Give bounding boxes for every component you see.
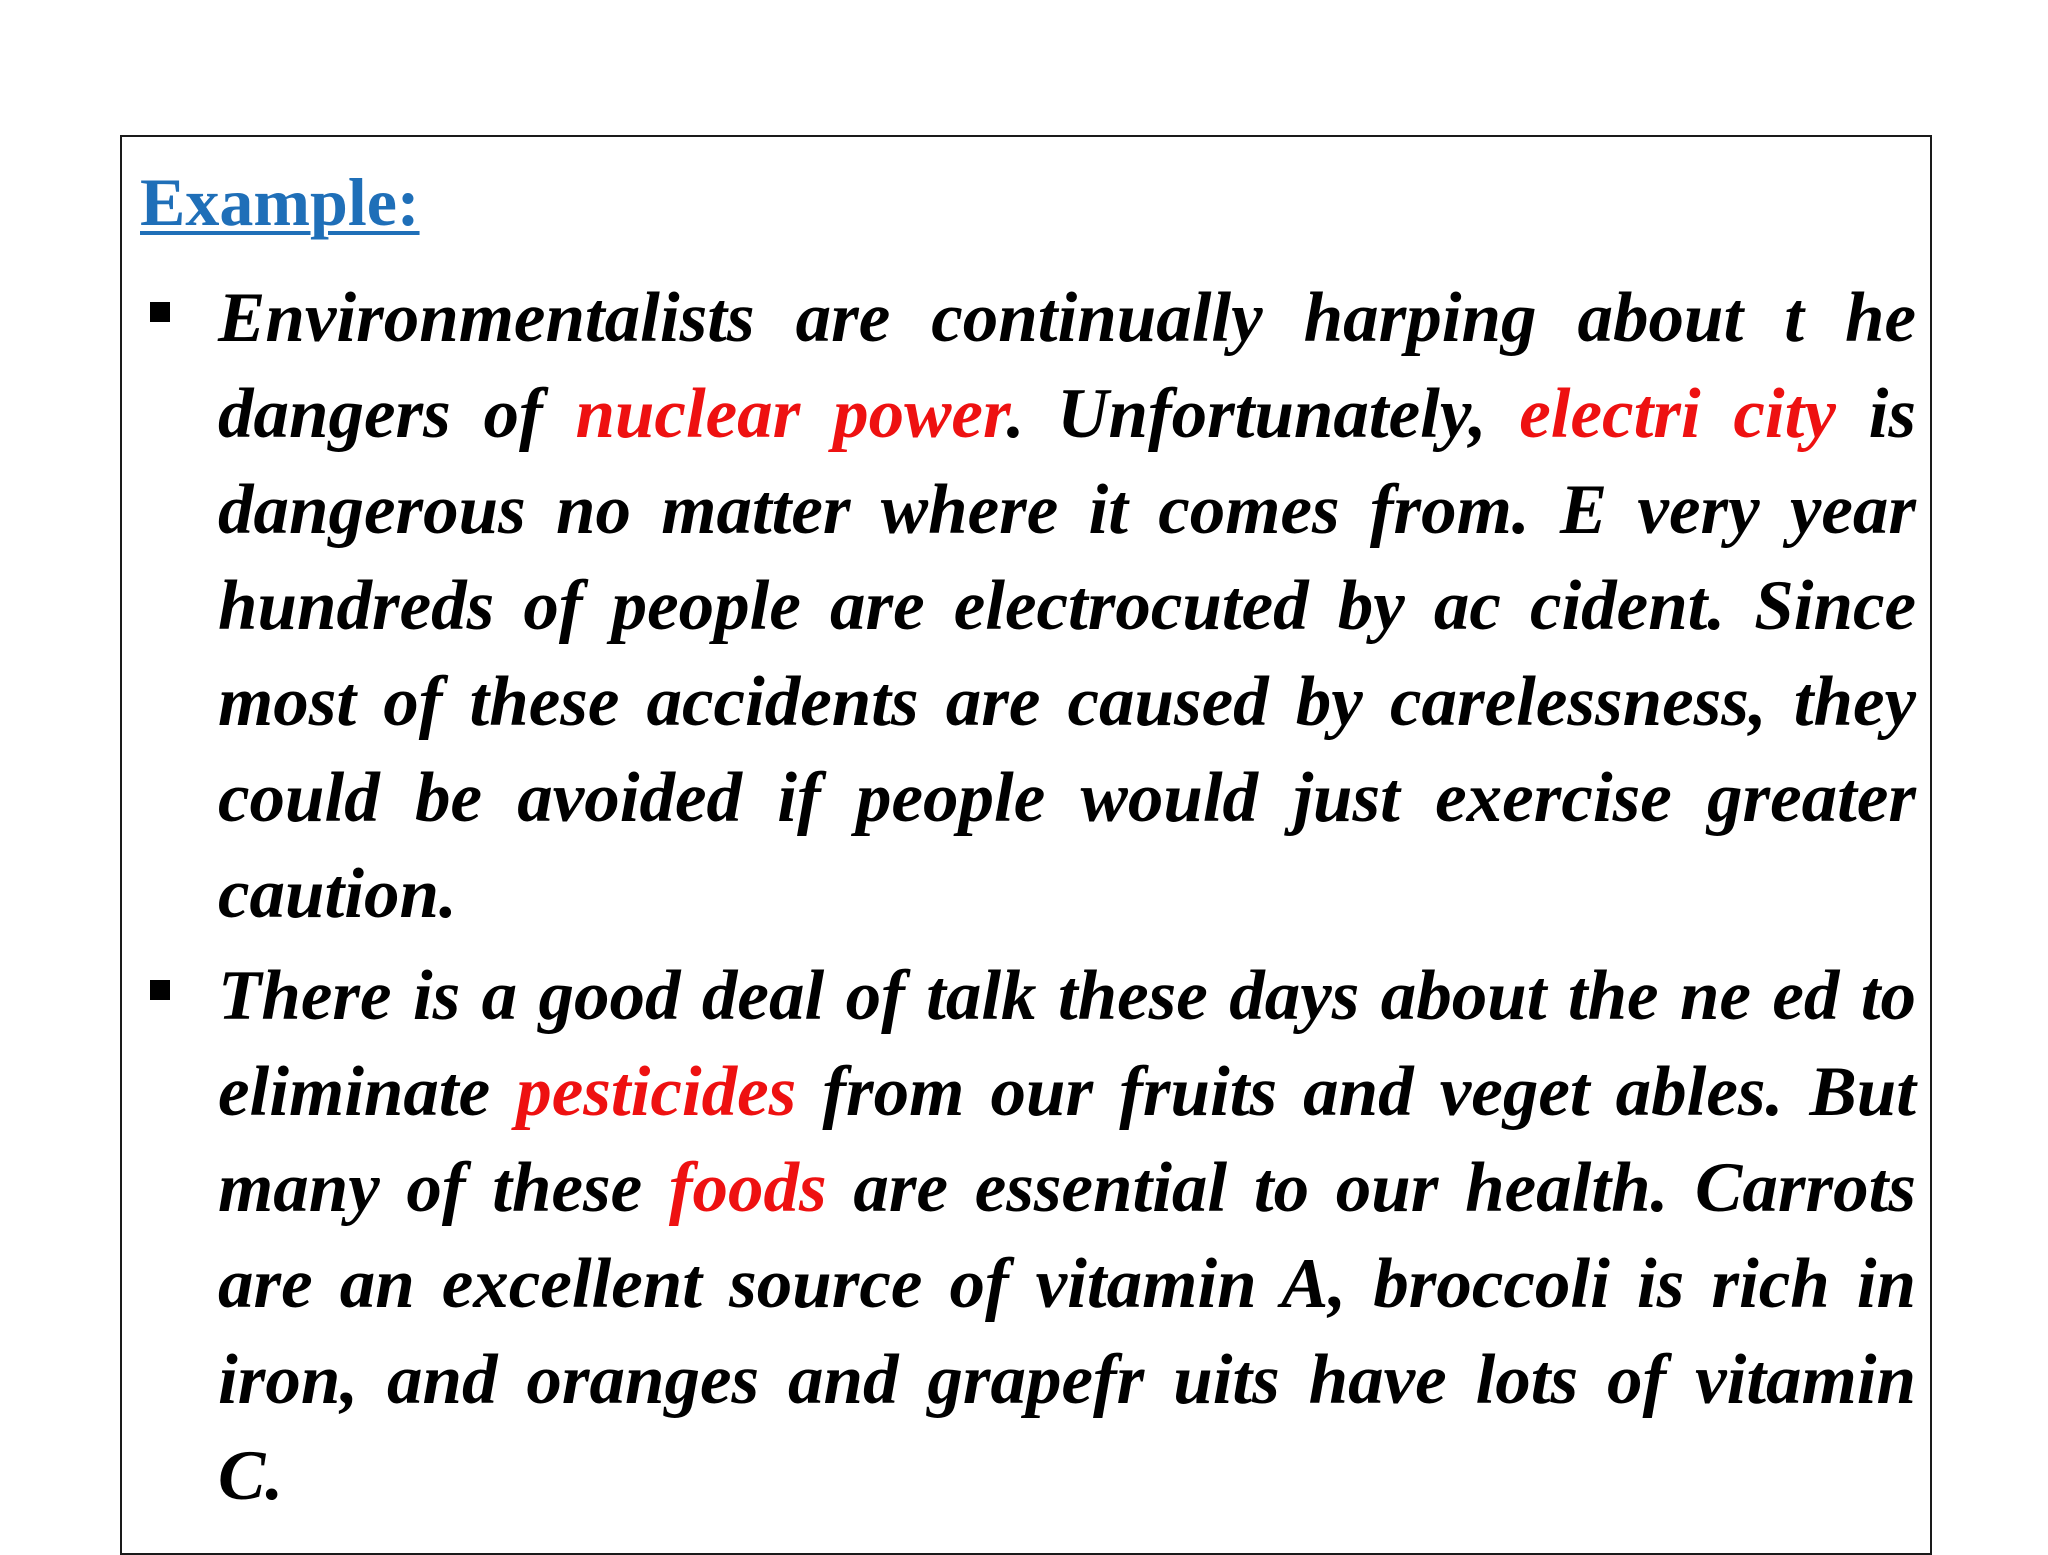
text-segment: from our fruits and veget ables. But many of these <box>218 1053 1916 1227</box>
bullet-text-2 <box>218 948 1916 1524</box>
bullet-item-2 <box>140 948 1916 1524</box>
text-segment: There is a good deal of talk these days about the ne ed to eliminate <box>218 957 1916 1131</box>
text-segment: are essential to our health. Carrots are an excellent source of vitamin A, broccoli is rich in iron, and oranges and grapefr uits have lots of vitamin C. <box>218 1149 1916 1515</box>
bullet-list <box>140 270 1916 1524</box>
bullet-text-1 <box>218 270 1916 942</box>
square-bullet-icon <box>150 980 170 1000</box>
square-bullet-icon <box>150 302 170 322</box>
highlighted-term-electricity: electri city <box>1519 375 1836 453</box>
text-segment: Environmentalists are continually harping about t he dangers of <box>218 279 1916 453</box>
bullet-item-1 <box>140 270 1916 942</box>
example-heading: Example: <box>140 164 420 240</box>
text-segment: is dangerous no matter where it comes from. E very year hundreds of people are electrocuted by ac cident. Since most of these accidents are caused by carelessness, they could be avoided if people would just exercise greater caution. <box>218 375 1917 933</box>
highlighted-term-pesticides: pesticides <box>516 1053 797 1131</box>
text-segment: . Unfortunately, <box>1006 375 1520 453</box>
highlighted-term-nuclear-power: nuclear power <box>575 375 1007 453</box>
highlighted-term-foods: foods <box>668 1149 827 1227</box>
